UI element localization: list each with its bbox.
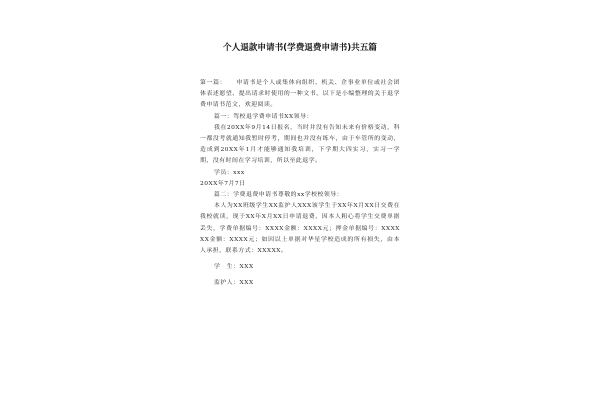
section-two-heading: 篇二：学费退费申请书尊敬的xx学校校领导： (214, 192, 344, 199)
section-one-date: 20XX年7月7日 (200, 180, 246, 187)
section-one-body: 我在20XX年9月14日报名，当时并没有告知未来有价格变动，科一都没考就通知我暂时停考，期间也并没有练车，由于车管所的变动，造成到20XX年1月才能够通知我培训，下学期大四实习，实习一学期，没有时间在学习培训，所以至此退学。 (200, 124, 400, 165)
intro-paragraph: 第一篇： 申请书是个人或集体向组织、机关、企事业单位或社会团体表述愿望、提出请求时使用的一种文书，以下是小编整理的关于退学费申请书范文，欢迎阅读。 (200, 80, 400, 109)
section-two-body: 本人为XX班级学生XX监护人XXX该学生于XX年X月XX日交费在我校就读，现于XX年X月XX日申请退费，因本人粗心将学生交费单据丢失，学费单据编号：XXXX金额：XXXX元；押金单据编号：XXXXXX金额：XXXX元；如因以上单据对华星学校造成的所有损失，由本人承担，联系方式：XXXXX。 (200, 203, 400, 255)
section-two-student: 学 生：XXX (214, 264, 254, 271)
document-body (200, 78, 400, 290)
section-one-heading: 篇一：驾校退学费申请书XX领导： (214, 113, 313, 120)
section-one-student: 学员：xxx (214, 169, 245, 176)
document-title: 个人退款申请书(学费退费申请书)共五篇 (223, 43, 377, 53)
section-two-guardian: 监护人：XXX (214, 280, 254, 287)
